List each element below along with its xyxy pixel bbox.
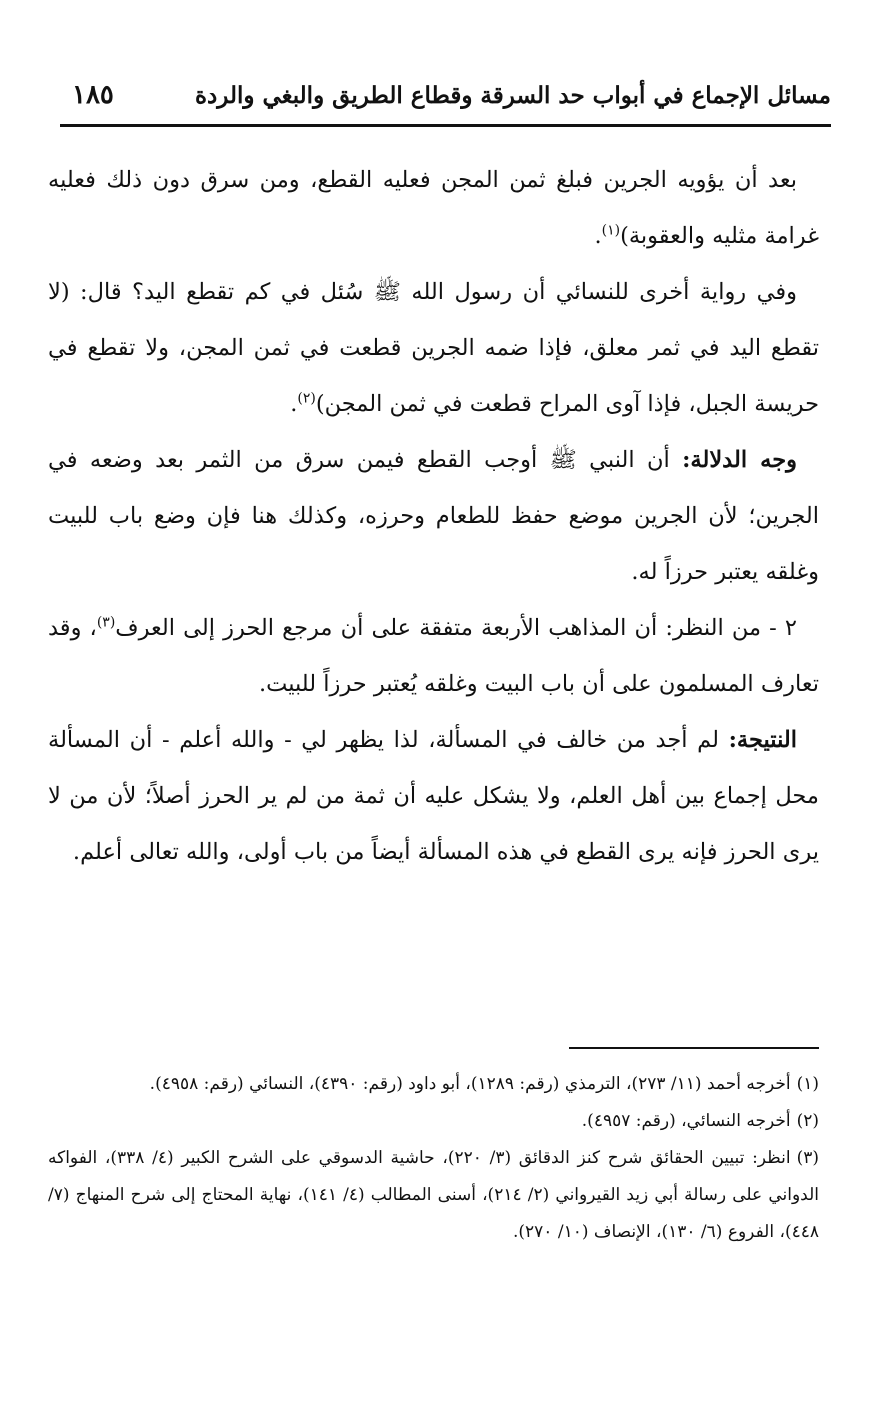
- section-label-wajh-aldalala: وجه الدلالة:: [682, 447, 797, 473]
- footnote-ref-3[interactable]: (٣): [96, 614, 116, 631]
- paragraph-1: بعد أن يؤويه الجرين فبلغ ثمن المجن فعليه القطع، ومن سرق دون ذلك فعليه غرامة مثليه والعقوبة)$^{(١)}$.: [48, 167, 819, 249]
- running-header: [62, 78, 831, 120]
- footnote-3: (٣)انظر: تبيين الحقائق شرح كنز الدقائق (٣/ ٢٢٠)، حاشية الدسوقي على الشرح الكبير (٤/ ٣٣٨)، الفواكه الدواني على رسالة أبي زيد القيرواني (٢/ ٢١٤)، أسنى المطالب (٤/ ١٤١)، نهاية المحتاج إلى شرح المنهاج (٧/ ٤٤٨)، الفروع (٦/ ١٣٠)، الإنصاف (١٠/ ٢٧٠).: [48, 1148, 819, 1242]
- header-title: مسائل الإجماع في أبواب حد السرقة وقطاع الطريق والبغي والردة: [194, 82, 831, 109]
- footnote-1: (١)أخرجه أحمد (١١/ ٢٧٣)، الترمذي (رقم: ١٢٨٩)، أبو داود (رقم: ٤٣٩٠)، النسائي (رقم: ٤٩٥٨).: [149, 1074, 819, 1094]
- footnote-2: (٢)أخرجه النسائي، (رقم: ٤٩٥٧).: [581, 1111, 819, 1131]
- section-label-natija: النتيجة:: [728, 727, 797, 753]
- footnotes: [48, 1066, 819, 1251]
- footnote-separator: [569, 1047, 819, 1049]
- paragraph-5: النتيجة: لم أجد من خالف في المسألة، لذا يظهر لي - والله أعلم - أن المسألة محل إجماع بين أهل العلم، ولا يشكل عليه أن ثمة من لم ير الحرز أصلاً؛ لأن من لا يرى الحرز فإنه يرى القطع في هذه المسألة أيضاً من باب أولى، والله تعالى أعلم.: [48, 727, 819, 865]
- header-rule: [60, 124, 831, 127]
- footnote-ref-1[interactable]: (١): [601, 222, 621, 239]
- paragraph-2: وفي رواية أخرى للنسائي أن رسول الله ﷺ سُئل في كم تقطع اليد؟ قال: (لا تقطع اليد في ثمر معلق، فإذا ضمه الجرين قطعت في ثمن المجن، ولا تقطع في حريسة الجبل، فإذا آوى المراح قطعت في ثمن المجن)$^{(٢)}$.: [48, 279, 819, 417]
- paragraph-3: وجه الدلالة: أن النبي ﷺ أوجب القطع فيمن سرق من الثمر بعد وضعه في الجرين؛ لأن الجرين موضع حفظ للطعام وحرزه، وكذلك هنا فإن وضع باب للبيت وغلقه يعتبر حرزاً له.: [48, 447, 819, 585]
- page-number: ١٨٥: [72, 80, 114, 110]
- main-text: [48, 152, 819, 880]
- paragraph-4: ٢ - من النظر: أن المذاهب الأربعة متفقة على أن مرجع الحرز إلى العرف$^{(٣)}$، وقد تعارف المسلمون على أن باب البيت وغلقه يُعتبر حرزاً للبيت.: [48, 614, 819, 697]
- footnote-ref-2[interactable]: (٢): [297, 390, 316, 407]
